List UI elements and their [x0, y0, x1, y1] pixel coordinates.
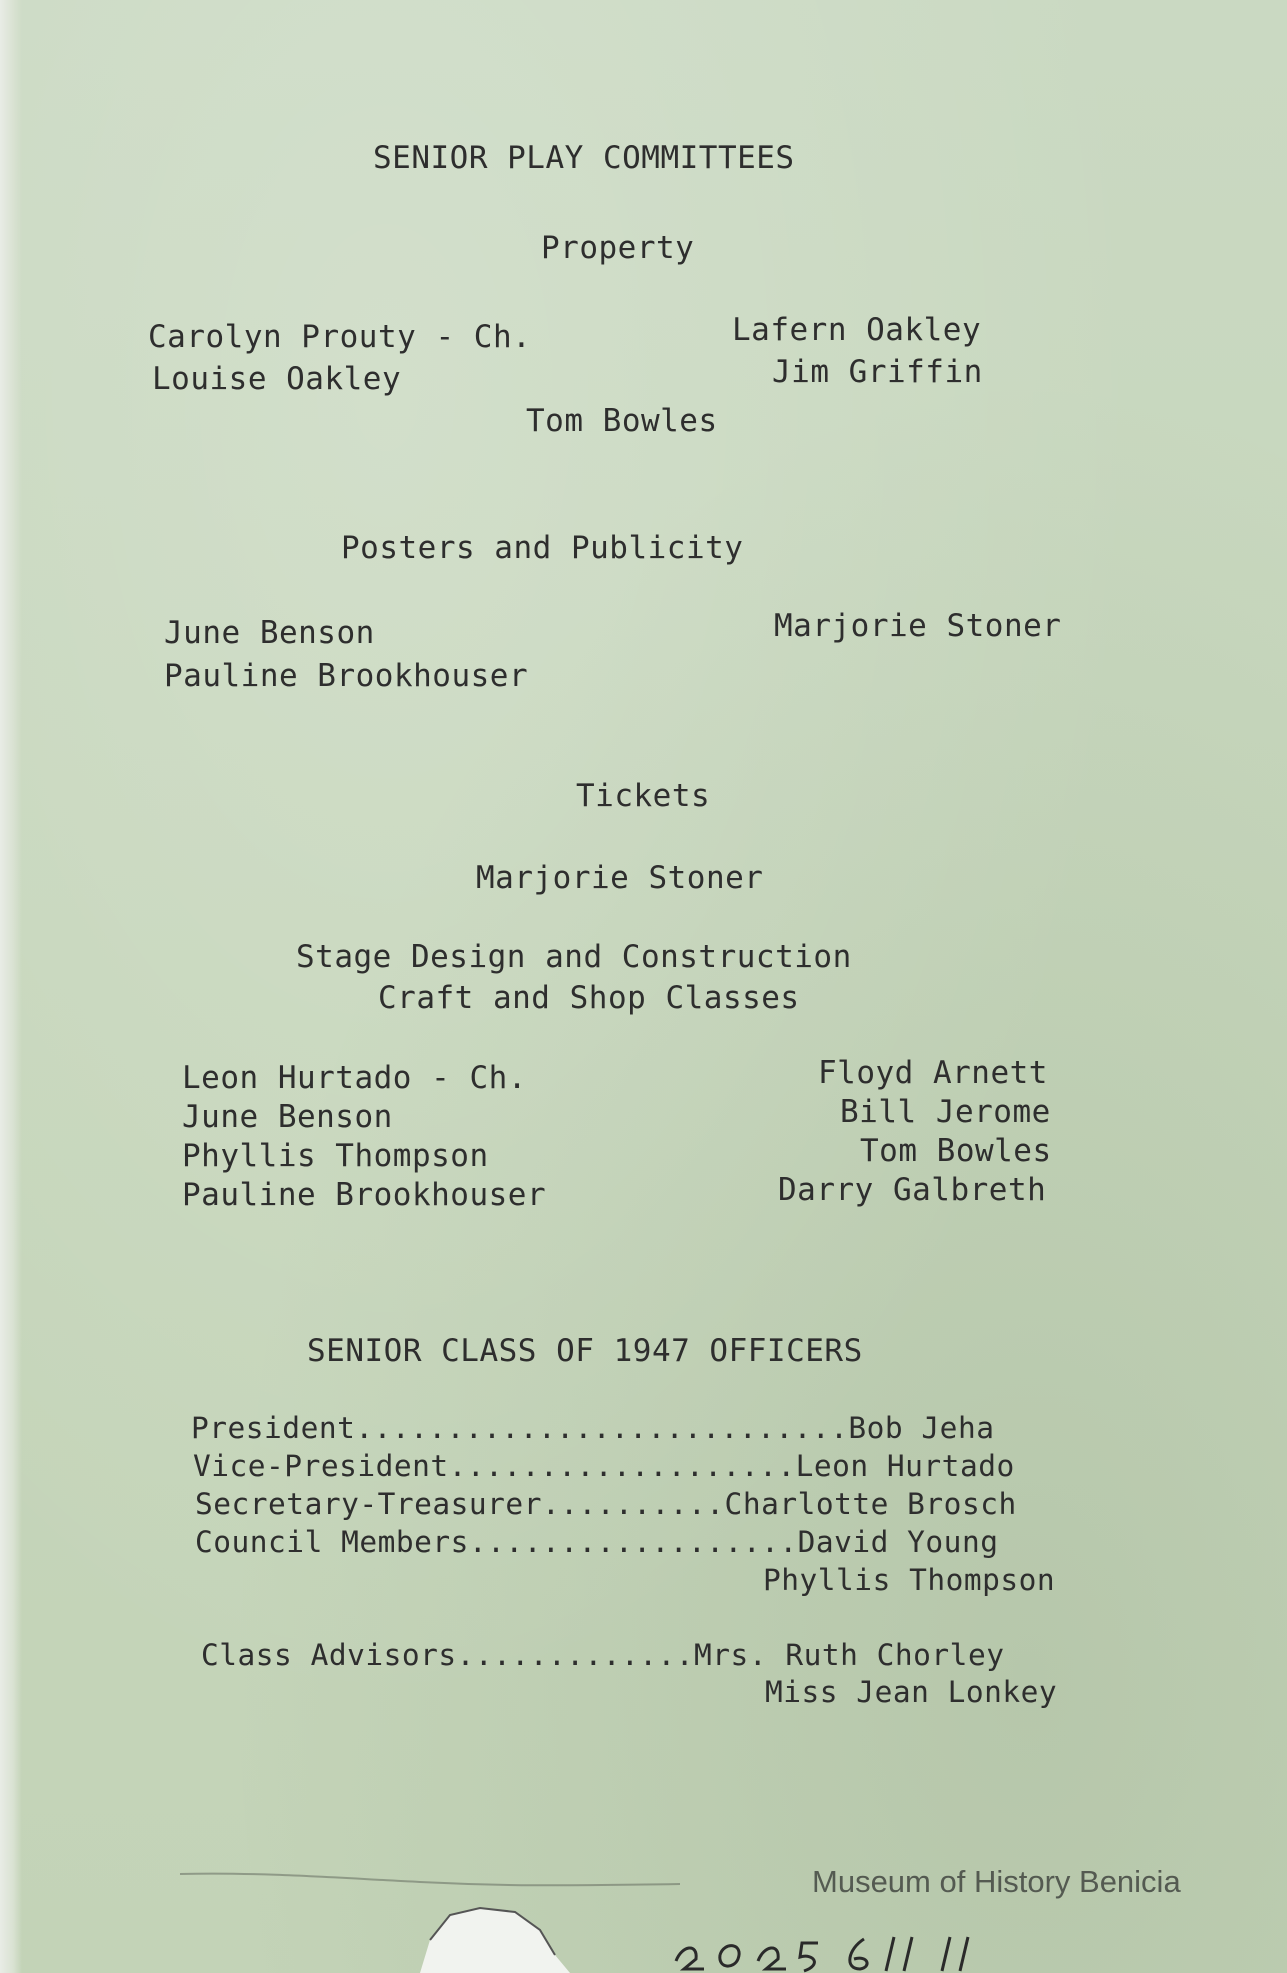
stage-left-member: Leon Hurtado - Ch.	[182, 1060, 527, 1096]
officer-row: Class Advisors.............Mrs. Ruth Chorley	[201, 1638, 1005, 1672]
stage-right-member: Tom Bowles	[860, 1133, 1052, 1169]
property-member-left: Louise Oakley	[152, 361, 402, 397]
property-heading: Property	[541, 230, 695, 266]
posters-member-right: Marjorie Stoner	[774, 608, 1062, 644]
paper-edge	[0, 0, 22, 1973]
property-chair: Carolyn Prouty - Ch.	[148, 319, 532, 355]
officer-row: Phyllis Thompson	[763, 1563, 1056, 1597]
museum-watermark: Museum of History Benicia	[812, 1864, 1181, 1899]
stage-heading-line1: Stage Design and Construction	[296, 939, 852, 975]
officer-row: Vice-President...................Leon Hurtado	[193, 1449, 1015, 1483]
officer-row: President...........................Bob Jeha	[191, 1411, 995, 1445]
catalog-number-handwriting	[668, 1925, 1028, 1973]
paper-crease	[180, 1870, 680, 1890]
posters-heading: Posters and Publicity	[341, 530, 744, 566]
stage-left-member: June Benson	[182, 1099, 393, 1135]
tickets-member: Marjorie Stoner	[476, 860, 764, 896]
officer-row: Council Members..................David Young	[195, 1525, 999, 1559]
stage-heading-line2: Craft and Shop Classes	[378, 980, 800, 1016]
posters-member-left-2: Pauline Brookhouser	[164, 658, 529, 694]
officer-row: Secretary-Treasurer..........Charlotte Brosch	[195, 1487, 1017, 1521]
stage-left-member: Pauline Brookhouser	[182, 1177, 547, 1213]
officer-row: Miss Jean Lonkey	[765, 1675, 1058, 1709]
stage-right-member: Floyd Arnett	[818, 1055, 1048, 1091]
tickets-heading: Tickets	[576, 778, 711, 814]
paper-tear	[420, 1900, 570, 1973]
officers-heading: SENIOR CLASS OF 1947 OFFICERS	[307, 1333, 863, 1369]
stage-right-member: Darry Galbreth	[778, 1172, 1047, 1208]
property-member-right-2: Jim Griffin	[772, 354, 983, 390]
stage-left-member: Phyllis Thompson	[182, 1138, 489, 1174]
stage-right-member: Bill Jerome	[840, 1094, 1051, 1130]
posters-member-left-1: June Benson	[164, 615, 375, 651]
property-member-right-1: Lafern Oakley	[732, 312, 982, 348]
document-title: SENIOR PLAY COMMITTEES	[373, 140, 795, 176]
property-member-center: Tom Bowles	[526, 403, 718, 439]
